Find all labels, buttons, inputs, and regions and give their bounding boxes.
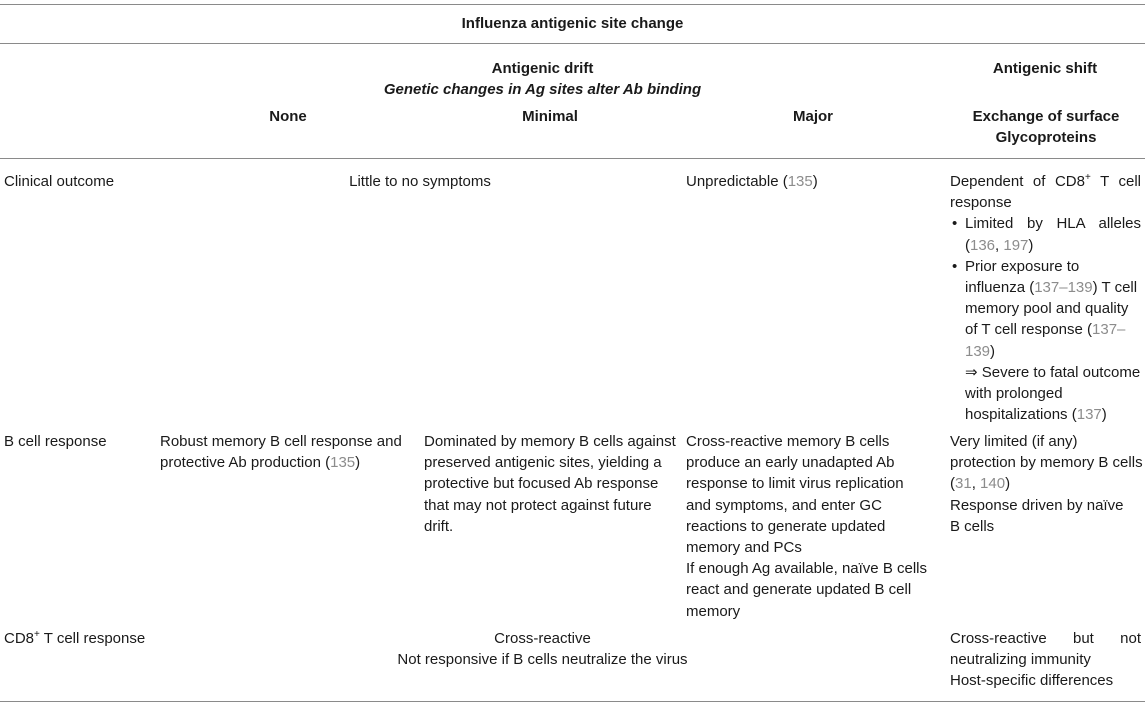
bottom-rule [0, 701, 1145, 702]
superscript-plus: + [34, 629, 40, 640]
bcell-shift-text-2: Response driven by naïve B cells [950, 496, 1124, 535]
cd8-shift-line-2: Host-specific differences [950, 672, 1114, 690]
clinical-shift-text: Dependent of CD8 [950, 173, 1085, 190]
superscript-plus: + [1084, 172, 1091, 183]
row-label-clinical-outcome: Clinical outcome [4, 173, 115, 190]
bullet-text: Limited by HLA alleles ( [965, 215, 1141, 254]
bcell-major [686, 431, 931, 622]
cd8-shift [950, 628, 1141, 692]
bcell-none [160, 431, 418, 473]
cd8-drift-line-1: Cross-reactive [494, 630, 591, 647]
clinical-shift-bullet-hla [950, 213, 1141, 255]
row-label-cd8-t-cell-response [4, 628, 145, 649]
reference-link[interactable]: 136 [970, 236, 996, 254]
clinical-major-close: ) [812, 173, 818, 190]
bullet-close: ) [990, 342, 996, 360]
clinical-shift-intro [950, 171, 1141, 213]
bcell-none-text: Robust memory B cell response and protective Ab production ( [160, 433, 402, 472]
shift-header: Antigenic shift [992, 60, 1098, 77]
reference-link[interactable]: 137 [1076, 406, 1102, 424]
reference-link[interactable]: 140 [980, 475, 1006, 493]
cd8-drift [330, 628, 755, 670]
header-rule [0, 43, 1145, 44]
clinical-drift-none-minimal: Little to no symptoms [349, 173, 491, 190]
main-header: Influenza antigenic site change [461, 15, 684, 32]
top-rule [0, 4, 1145, 5]
clinical-major-text: Unpredictable ( [686, 173, 788, 190]
bcell-shift [950, 431, 1145, 537]
reference-link[interactable]: 31 [955, 475, 972, 493]
reference-link[interactable]: 137–139 [965, 321, 1126, 360]
reference-link[interactable]: 137–139 [1034, 279, 1093, 297]
separator: , [971, 475, 981, 493]
clinical-shift-outcome [950, 362, 1141, 426]
cd8-shift-line-1: Cross-reactive but not neutralizing immunity [950, 630, 1141, 669]
column-shift-description: Exchange of surface Glycoproteins [972, 108, 1120, 147]
bcell-minimal: Dominated by memory B cells against preserved antigenic sites, yielding a protective but focused Ab response that may not protect against future drift. [424, 433, 676, 535]
bullet-text: Prior exposure to influenza ( [965, 257, 1080, 297]
reference-link[interactable]: 197 [1003, 236, 1029, 254]
separator: , [995, 236, 1004, 254]
clinical-shift-text-end: T cell response [950, 173, 1141, 212]
bcell-major-text-1: Cross-reactive memory B cells produce an early unadapted Ab response to limit virus replication and symptoms, and enter GC reactions to generate updated memory and PCs [686, 433, 904, 557]
reference-link[interactable]: 135 [787, 173, 813, 190]
bcell-none-close: ) [355, 454, 361, 472]
bcell-major-text-2: If enough Ag available, naïve B cells react and generate updated B cell memory [686, 560, 927, 620]
bcell-shift-text: Very limited (if any) protection by memory B cells ( [950, 433, 1143, 493]
bullet-close: ) [1028, 236, 1034, 254]
column-header-rule [0, 158, 1145, 159]
bullet-text-mid: ) T cell memory pool and quality of T cell response ( [965, 279, 1138, 339]
outcome-close: ) [1101, 406, 1107, 424]
bcell-shift-text-1 [950, 431, 1145, 495]
reference-link[interactable]: 135 [330, 454, 356, 472]
outcome-text: ⇒ Severe to fatal outcome with prolonged hospitalizations ( [965, 363, 1141, 424]
clinical-shift [950, 171, 1141, 425]
cd8-label-text-end: T cell response [39, 630, 146, 647]
bcell-shift-close: ) [1005, 475, 1011, 493]
column-none: None [269, 108, 307, 125]
clinical-shift-bullet-exposure [950, 256, 1141, 362]
column-minimal: Minimal [522, 108, 578, 125]
drift-header: Antigenic drift [491, 60, 594, 77]
cd8-label-text: CD8 [4, 630, 35, 647]
column-major: Major [792, 108, 833, 125]
cd8-drift-line-2: Not responsive if B cells neutralize the virus [397, 651, 688, 669]
row-label-b-cell-response: B cell response [4, 433, 107, 450]
drift-subheader: Genetic changes in Ag sites alter Ab binding [383, 81, 702, 98]
clinical-major [686, 171, 936, 192]
